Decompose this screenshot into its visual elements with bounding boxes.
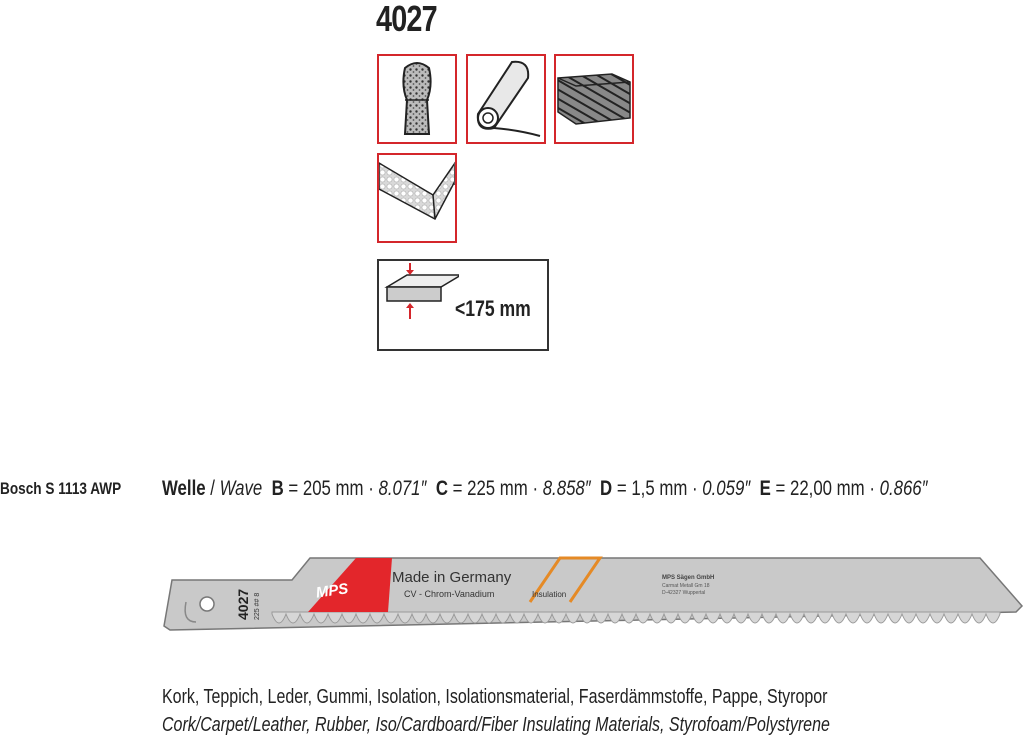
made-in-label: Made in Germany — [392, 569, 512, 586]
maker-line-2: Carmat Metall Gm 18 — [662, 583, 710, 589]
tooth-type-en: Wave — [219, 477, 263, 500]
steel-label: CV - Chrom-Vanadium — [404, 589, 495, 599]
materials-de: Kork, Teppich, Leder, Gummi, Isolation, Isolationsmaterial, Faserdämmstoffe, Pappe, Styropor — [162, 686, 828, 708]
dimensions-line: Welle / Wave B = 205 mm · 8.071″ C = 225 mm · 8.858″ D = 1,5 mm · 0.059″ E = 22,00 mm · 0.866″ — [162, 477, 928, 500]
fiber-insulation-icon — [554, 54, 634, 144]
saw-blade-illustration — [160, 550, 1024, 642]
maker-label: MPS Sägen GmbH — [662, 575, 715, 581]
tooth-type-de: Welle — [162, 477, 206, 500]
dim-d-inch: 0.059″ — [702, 477, 751, 500]
cork-icon — [377, 54, 457, 144]
dim-b-inch: 8.071″ — [378, 477, 427, 500]
brand-logo: MPS — [314, 580, 350, 602]
shank-sub: 225 ## 8 — [254, 592, 261, 620]
reference-label: Bosch S 1113 AWP — [0, 479, 122, 498]
shank-code: 4027 — [235, 588, 251, 620]
cutting-thickness-label: <175 mm — [455, 296, 531, 321]
shank-hole — [200, 597, 214, 611]
carpet-roll-icon — [466, 54, 546, 144]
dim-e-inch: 0.866″ — [879, 477, 928, 500]
materials-en: Cork/Carpet/Leather, Rubber, Iso/Cardboard/Fiber Insulating Materials, Styrofoam/Polystyrene — [162, 714, 830, 736]
application-label: Insulation — [532, 590, 567, 599]
product-code: 4027 — [376, 0, 437, 39]
styrofoam-board-icon — [377, 153, 457, 243]
cutting-thickness-icon — [379, 261, 459, 321]
maker-line-3: D-42327 Wuppertal — [662, 590, 706, 596]
dim-c-inch: 8.858″ — [542, 477, 591, 500]
